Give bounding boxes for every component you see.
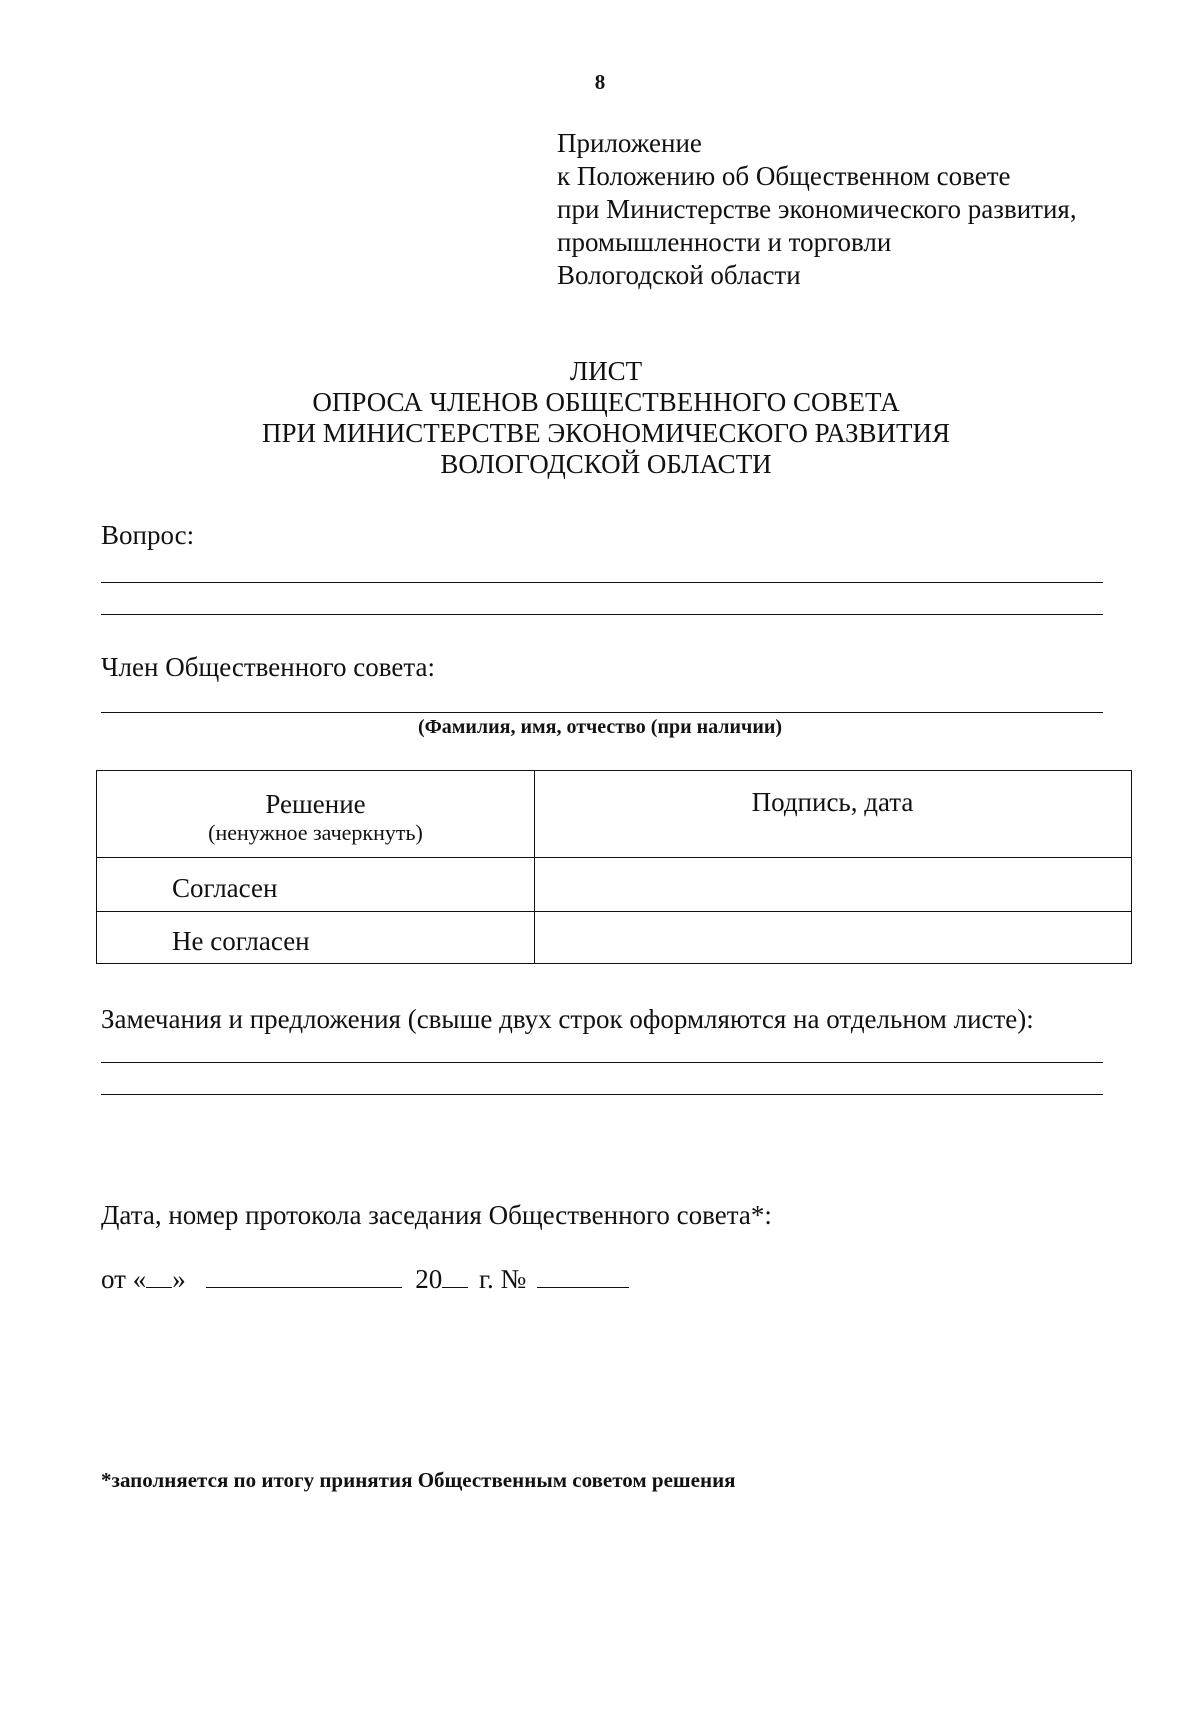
footnote: *заполняется по итогу принятия Общественным советом решения <box>101 1468 736 1492</box>
year-field[interactable] <box>442 1265 468 1288</box>
day-field[interactable] <box>146 1265 172 1288</box>
table-header-divider <box>97 857 1131 858</box>
remarks-line-1[interactable] <box>101 1062 1103 1063</box>
title-line: ЛИСТ <box>569 356 643 386</box>
protocol-number-label: г. № <box>478 1264 527 1294</box>
question-label: Вопрос: <box>101 520 195 550</box>
question-line-2[interactable] <box>101 614 1103 615</box>
decision-header <box>97 789 534 847</box>
question-line-1[interactable] <box>101 582 1103 583</box>
title-line: ПРИ МИНИСТЕРСТВЕ ЭКОНОМИЧЕСКОГО РАЗВИТИЯ <box>261 418 950 448</box>
member-name-caption: (Фамилия, имя, отчество (при наличии) <box>417 716 783 738</box>
title-line: ОПРОСА ЧЛЕНОВ ОБЩЕСТВЕННОГО СОВЕТА <box>312 387 900 417</box>
decision-table <box>96 770 1132 964</box>
date-prefix: от « <box>101 1264 147 1294</box>
member-label: Член Общественного совета: <box>101 652 435 682</box>
title-line: ВОЛОГОДСКОЙ ОБЛАСТИ <box>440 449 772 479</box>
protocol-date-line <box>101 1264 629 1295</box>
signature-header: Подпись, дата <box>751 787 914 817</box>
remarks-line-2[interactable] <box>101 1094 1103 1095</box>
document-title <box>0 356 1200 480</box>
appendix-line: при Министерстве экономического развития, <box>557 194 1077 224</box>
appendix-block <box>557 127 1077 292</box>
decision-header-label: Решение <box>265 789 366 819</box>
month-field[interactable] <box>206 1265 402 1288</box>
decision-header-note: (ненужное зачеркнуть) <box>208 820 423 845</box>
page-number: 8 <box>594 70 606 94</box>
member-name-line[interactable] <box>101 712 1103 713</box>
appendix-line: промышленности и торговли <box>557 227 892 257</box>
appendix-line: Вологодской области <box>557 260 801 290</box>
protocol-number-field[interactable] <box>537 1265 629 1288</box>
table-row-divider <box>97 911 1131 912</box>
option-disagree[interactable]: Не согласен <box>172 926 310 956</box>
option-agree[interactable]: Согласен <box>172 873 278 903</box>
date-close-quote: » <box>172 1264 186 1294</box>
remarks-label: Замечания и предложения (свыше двух строк оформляются на отдельном листе): <box>101 1004 1034 1034</box>
appendix-line: к Положению об Общественном совете <box>557 161 1011 191</box>
protocol-label: Дата, номер протокола заседания Общественного совета*: <box>101 1200 772 1230</box>
appendix-line: Приложение <box>557 128 702 158</box>
year-prefix: 20 <box>415 1264 443 1294</box>
